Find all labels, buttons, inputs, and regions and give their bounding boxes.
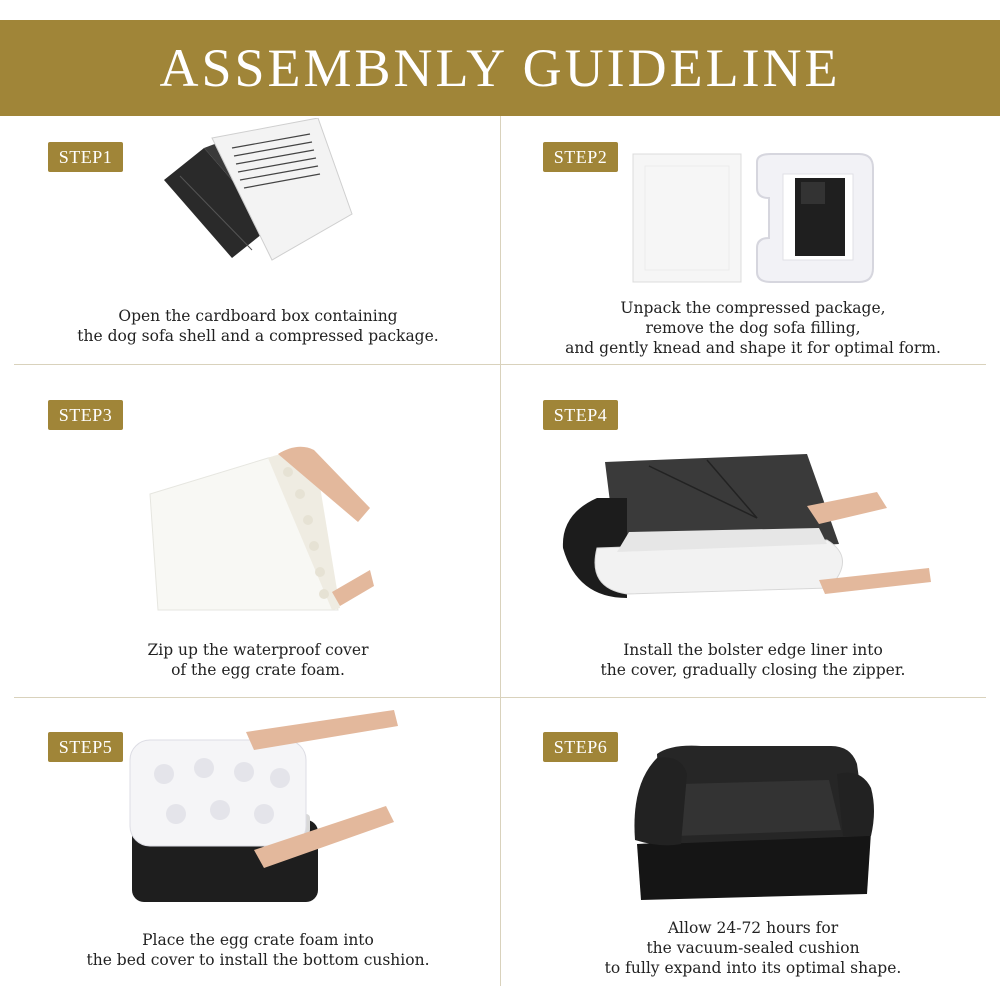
- step-2-caption-line-2: remove the dog sofa filling,: [645, 319, 861, 337]
- step-6-caption-line-3: to fully expand into its optimal shape.: [604, 959, 902, 977]
- step-6-badge: STEP6: [543, 732, 618, 762]
- insert-foam-illustration: [124, 710, 404, 905]
- zip-foam-cover-illustration: [148, 442, 378, 617]
- step-5-caption: [14, 930, 502, 970]
- step-4-panel: [509, 400, 997, 720]
- step-4-badge: STEP4: [543, 400, 618, 430]
- step-6-panel: [509, 732, 997, 1000]
- step-1-badge: STEP1: [48, 142, 123, 172]
- step-4-caption: [509, 640, 997, 680]
- step-2-caption-line-1: Unpack the compressed package,: [620, 299, 886, 317]
- foam-and-bolster-illustration: [631, 152, 881, 287]
- step-5-badge: STEP5: [48, 732, 123, 762]
- step-1-caption: [14, 306, 502, 346]
- step-6-caption-line-2: the vacuum-sealed cushion: [646, 939, 860, 957]
- step-2-badge: STEP2: [543, 142, 618, 172]
- step-4-caption-line-2: the cover, gradually closing the zipper.: [600, 661, 906, 679]
- bolster-liner-illustration: [557, 448, 957, 603]
- step-3-panel: [14, 400, 502, 720]
- step-5-caption-line-2: the bed cover to install the bottom cushion.: [86, 951, 430, 969]
- step-3-caption-line-1: Zip up the waterproof cover: [147, 641, 369, 659]
- step-6-caption-line-1: Allow 24-72 hours for: [667, 919, 839, 937]
- step-5-panel: [14, 732, 502, 1000]
- step-1-caption-line-2: the dog sofa shell and a compressed package.: [77, 327, 439, 345]
- step-3-caption: [14, 640, 502, 680]
- header-banner: [0, 20, 1000, 116]
- step-6-caption: [509, 918, 997, 978]
- step-2-caption-line-3: and gently knead and shape it for optimal form.: [565, 339, 941, 357]
- step-1-caption-line-1: Open the cardboard box containing: [118, 307, 398, 325]
- step-5-caption-line-1: Place the egg crate foam into: [142, 931, 374, 949]
- page-title: ASSEMBNLY GUIDELINE: [159, 38, 841, 98]
- step-3-caption-line-2: of the egg crate foam.: [171, 661, 345, 679]
- step-4-caption-line-1: Install the bolster edge liner into: [623, 641, 883, 659]
- step-2-caption: [509, 298, 997, 358]
- finished-dog-sofa-illustration: [631, 744, 881, 904]
- sofa-shell-and-package-illustration: [160, 118, 360, 268]
- step-3-badge: STEP3: [48, 400, 123, 430]
